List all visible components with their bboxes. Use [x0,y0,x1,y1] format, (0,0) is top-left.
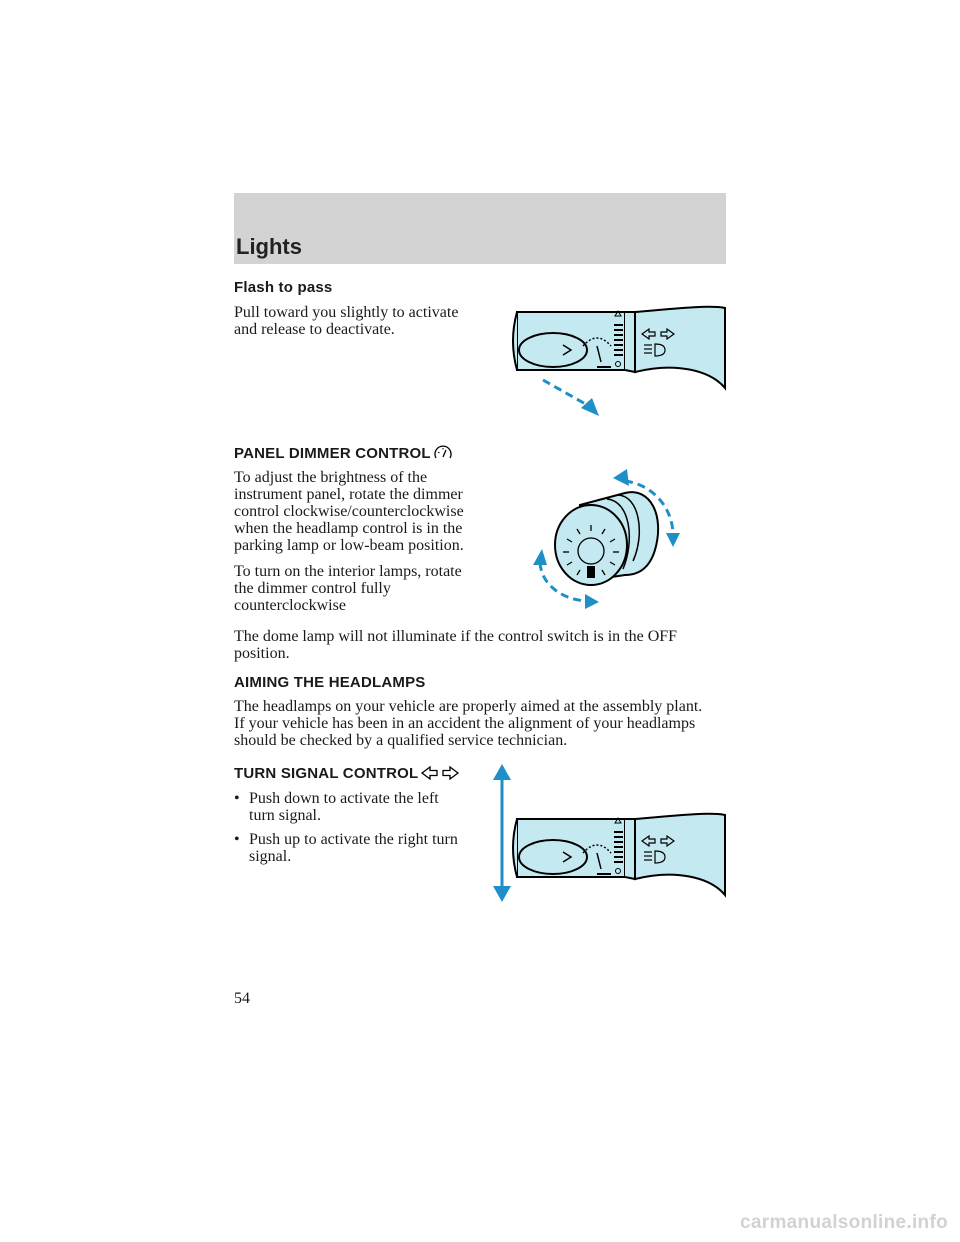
text-line: when the headlamp control is in the [234,520,463,537]
panel-dimmer-heading [234,444,453,462]
section-title: Lights [236,234,302,259]
turn-signal-arrows-icon [420,764,460,782]
text-line: counterclockwise [234,597,346,614]
bullet-symbol: • [234,831,240,848]
text-line: If your vehicle has been in an accident the alignment of your headlamps [234,715,696,732]
page-number: 54 [234,990,250,1007]
aiming-heading: AIMING THE HEADLAMPS [234,674,426,691]
panel-dimmer-icon [433,444,453,462]
dimmer-knob [555,492,658,585]
bullet-symbol: • [234,790,240,807]
text-line: the dimmer control fully [234,580,391,597]
flash-to-pass-text [234,304,458,338]
text-line: Push up to activate the right turn [249,831,458,848]
panel-dimmer-para2 [234,563,484,614]
panel-dimmer-heading-text: PANEL DIMMER CONTROL [234,445,431,462]
text-line: The headlamps on your vehicle are properly aimed at the assembly plant. [234,698,703,715]
header-band [234,193,726,264]
multifunction-lever [513,307,725,388]
text-line: instrument panel, rotate the dimmer [234,486,463,503]
text-line: turn signal. [249,807,321,824]
text-line: The dome lamp will not illuminate if the control switch is in the OFF [234,628,678,645]
text-line: position. [234,645,290,662]
lever-flash-to-pass-illustration [505,300,730,425]
multifunction-lever [513,814,725,895]
text-line: and release to deactivate. [234,321,395,338]
text-line: control clockwise/counterclockwise [234,503,464,520]
text-line: signal. [249,848,292,865]
lever-turn-signal-illustration [490,762,730,907]
text-line: should be checked by a qualified service technician. [234,732,568,749]
text-line: Push down to activate the left [249,790,439,807]
turn-signal-heading [234,764,460,782]
pull-arrow [543,380,599,416]
bullet-text [249,790,499,824]
text-line: To adjust the brightness of the [234,469,428,486]
dimmer-knob-illustration [525,465,695,615]
aiming-text [234,698,726,749]
flash-to-pass-heading: Flash to pass [234,279,333,296]
up-down-arrow [493,764,511,902]
text-line: To turn on the interior lamps, rotate [234,563,462,580]
panel-dimmer-para1 [234,469,484,554]
panel-dimmer-para3 [234,628,724,662]
bullet-text [249,831,499,865]
text-line: Pull toward you slightly to activate [234,304,459,321]
watermark: carmanualsonline.info [740,1212,948,1233]
text-line: parking lamp or low-beam position. [234,537,464,554]
turn-signal-heading-text: TURN SIGNAL CONTROL [234,765,419,782]
